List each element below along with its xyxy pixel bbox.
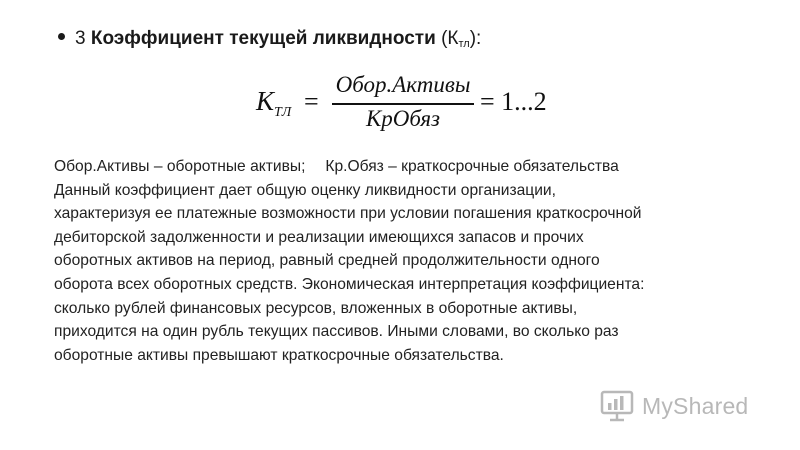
body-line: оборотные активы превышают краткосрочные обязательства. <box>54 346 504 364</box>
body-line: сколько рублей финансовых ресурсов, вложенных в оборотные активы, <box>54 299 578 317</box>
formula-numerator: Обор.Активы <box>335 72 471 97</box>
body-line: оборота всех оборотных средств. Экономическая интерпретация коэффициента: <box>54 275 645 293</box>
presentation-chart-icon <box>600 389 634 423</box>
formula-result: = 1...2 <box>480 87 547 116</box>
bullet-icon <box>58 33 65 40</box>
heading-paren-close: ): <box>469 28 482 49</box>
body-line: характеризуя ее платежные возможности при условии погашения краткосрочной <box>54 205 642 223</box>
heading-paren-open: (К <box>441 28 459 49</box>
watermark-text: MyShared <box>642 392 749 419</box>
watermark <box>600 389 748 423</box>
body-line: оборотных активов на период, равный средней продолжительности одного <box>54 252 600 270</box>
fraction-bar <box>332 103 474 105</box>
definition-left: Обор.Активы – оборотные активы; <box>54 158 306 175</box>
body-line: приходится на один рубль текущих пассивов. Иными словами, во сколько раз <box>54 323 619 341</box>
heading-title: Коэффициент текущей ликвидности <box>90 28 436 49</box>
heading-subscript: тл <box>458 38 470 50</box>
formula-denominator: КрОбяз <box>365 106 441 131</box>
body-line: Данный коэффициент дает общую оценку ликвидности организации, <box>54 181 556 199</box>
liquidity-formula <box>256 72 556 134</box>
formula-lhs-subscript: ТЛ <box>274 105 292 120</box>
heading-number: 3 <box>75 28 86 49</box>
body-line: дебиторской задолженности и реализации имеющихся запасов и прочих <box>54 228 584 246</box>
definition-right: Кр.Обяз – краткосрочные обязательства <box>325 158 619 175</box>
slide-heading <box>58 27 481 56</box>
definitions-line <box>54 155 774 179</box>
formula-lhs: $K_{ТЛ}$ <box>256 86 292 120</box>
body-text <box>54 155 774 367</box>
formula-equals: = <box>304 87 319 116</box>
